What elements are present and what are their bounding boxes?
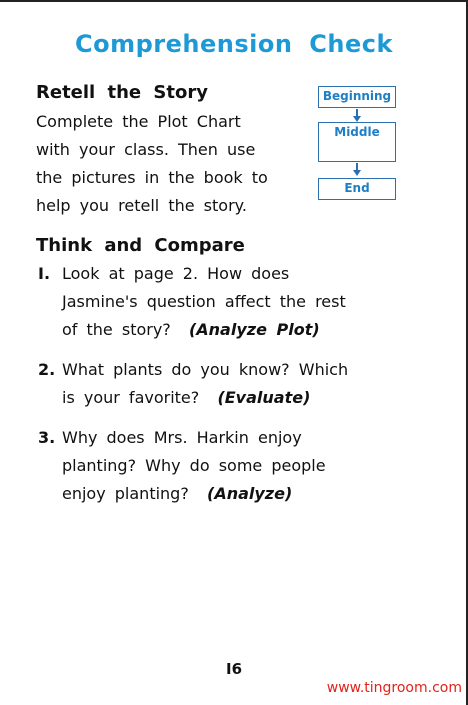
question-number: I. xyxy=(38,264,51,283)
question-text-line xyxy=(62,484,292,504)
question-text-line xyxy=(62,320,320,340)
question-text: is your favorite? xyxy=(62,388,200,407)
top-border-line xyxy=(0,0,468,2)
question-text-line: What plants do you know? Which xyxy=(62,360,349,379)
question-text-line: Look at page 2. How does xyxy=(62,264,290,283)
think-compare-heading: Think and Compare xyxy=(36,235,245,256)
retell-text-line: with your class. Then use xyxy=(36,140,256,159)
question-text-line: Why does Mrs. Harkin enjoy xyxy=(62,428,302,447)
retell-text-line: Complete the Plot Chart xyxy=(36,112,241,131)
question-text-line xyxy=(62,388,310,408)
retell-text-line: the pictures in the book to xyxy=(36,168,268,187)
watermark-link[interactable]: www.tingroom.com xyxy=(326,680,462,696)
question-number: 3. xyxy=(38,428,56,447)
page-title: Comprehension Check xyxy=(75,30,393,58)
question-number: 2. xyxy=(38,360,56,379)
question-text: enjoy planting? xyxy=(62,484,189,503)
question-skill-tag: (Analyze Plot) xyxy=(188,320,320,339)
plot-chart-beginning-box: Beginning xyxy=(318,86,396,108)
retell-heading: Retell the Story xyxy=(36,82,208,103)
question-text-line: Jasmine's question affect the rest xyxy=(62,292,346,311)
plot-chart-middle-box: Middle xyxy=(318,122,396,162)
question-text-line: planting? Why do some people xyxy=(62,456,326,475)
question-skill-tag: (Evaluate) xyxy=(217,388,311,407)
question-text: of the story? xyxy=(62,320,171,339)
page-number: I6 xyxy=(225,660,243,678)
question-skill-tag: (Analyze) xyxy=(207,484,293,503)
retell-text-line: help you retell the story. xyxy=(36,196,247,215)
plot-chart-end-box: End xyxy=(318,178,396,200)
